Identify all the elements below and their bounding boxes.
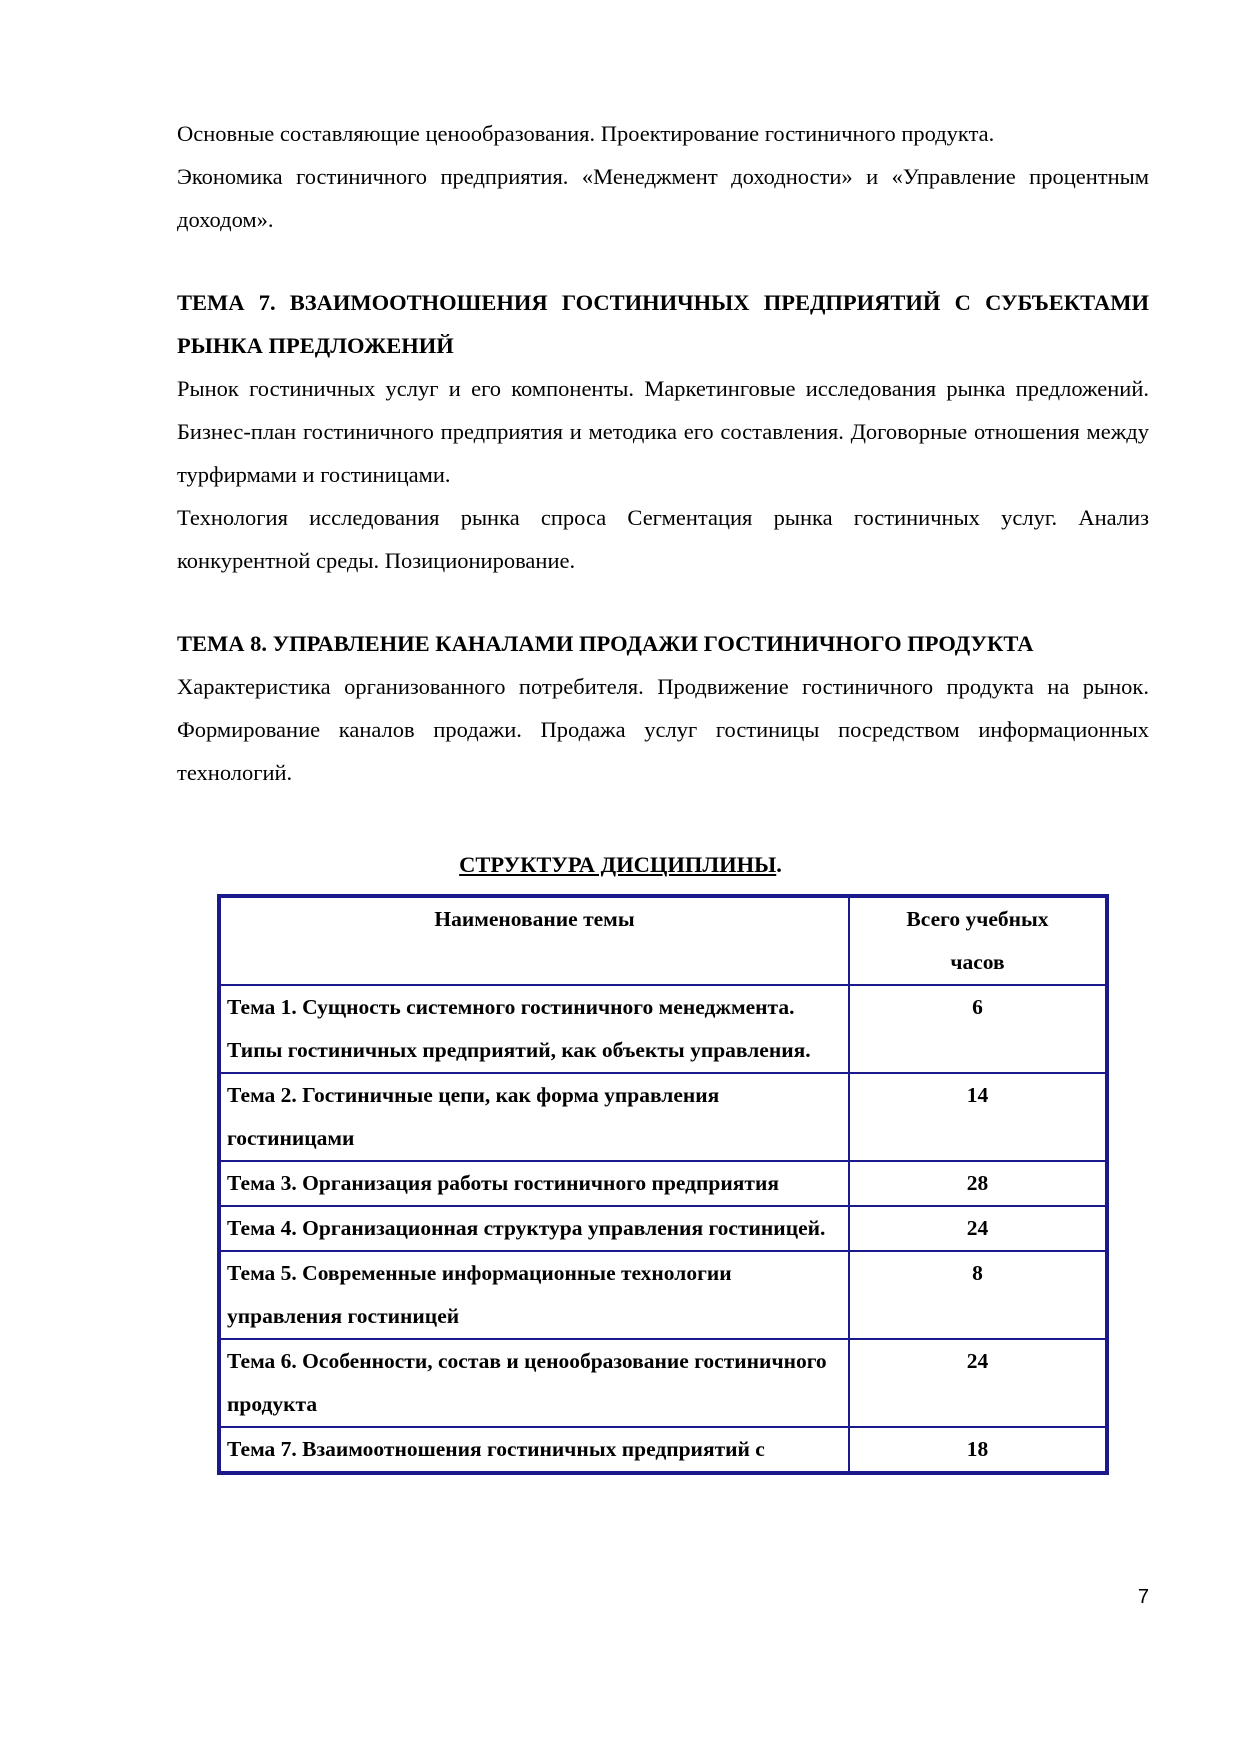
topic8-heading: ТЕМА 8. УПРАВЛЕНИЕ КАНАЛАМИ ПРОДАЖИ ГОСТИНИЧНОГО ПРОДУКТА: [177, 631, 1034, 656]
column-header-hours: Всего учебных часов: [849, 896, 1107, 985]
topic7-paragraph-1: Рынок гостиничных услуг и его компоненты. Маркетинговые исследования рынка предложений. Бизнес-план гостиничного предприятия и методика его составления. Договорные отношения между турфирмами и гостиницами.: [177, 376, 1149, 487]
topic-name-cell: Тема 5. Современные информационные технологии управления гостиницей: [219, 1251, 849, 1339]
table-row: [219, 1161, 1107, 1206]
hours-cell: 18: [849, 1427, 1107, 1473]
column-header-name: Наименование темы: [219, 896, 849, 985]
structure-title: [0, 843, 1241, 886]
topic-name-cell: Тема 1. Сущность системного гостиничного менеджмента. Типы гостиничных предприятий, как объекты управления.: [219, 985, 849, 1073]
table-row: [219, 1251, 1107, 1339]
topic-name-cell: Тема 7. Взаимоотношения гостиничных предприятий с: [219, 1427, 849, 1473]
table-row: [219, 1206, 1107, 1251]
topic7-paragraph-2: Технология исследования рынка спроса Сегментация рынка гостиничных услуг. Анализ конкурентной среды. Позиционирование.: [177, 505, 1149, 573]
table-header-row: [219, 896, 1107, 985]
page-content: [177, 112, 1149, 794]
table-row: [219, 1339, 1107, 1427]
structure-table: [217, 894, 1109, 1475]
paragraph-economics: Экономика гостиничного предприятия. «Менеджмент доходности» и «Управление процентным доходом».: [177, 164, 1149, 232]
structure-title-text: СТРУКТУРА ДИСЦИПЛИНЫ: [459, 852, 777, 877]
paragraph-pricing: Основные составляющие ценообразования. Проектирование гостиничного продукта.: [177, 121, 995, 146]
hours-cell: 28: [849, 1161, 1107, 1206]
topic-name-cell: Тема 2. Гостиничные цепи, как форма управления гостиницами: [219, 1073, 849, 1161]
table-row: [219, 1427, 1107, 1473]
hours-cell: 14: [849, 1073, 1107, 1161]
topic-name-cell: Тема 4. Организационная структура управления гостиницей.: [219, 1206, 849, 1251]
hours-cell: 24: [849, 1339, 1107, 1427]
hours-cell: 6: [849, 985, 1107, 1073]
topic8-paragraph: Характеристика организованного потребителя. Продвижение гостиничного продукта на рынок. Формирование каналов продажи. Продажа услуг гостиницы посредством информационных технологий.: [177, 674, 1149, 785]
table-row: [219, 1073, 1107, 1161]
topic-name-cell: Тема 6. Особенности, состав и ценообразование гостиничного продукта: [219, 1339, 849, 1427]
page-number: 7: [1137, 1586, 1149, 1608]
topic7-heading: ТЕМА 7. ВЗАИМООТНОШЕНИЯ ГОСТИНИЧНЫХ ПРЕДПРИЯТИЙ С СУБЪЕКТАМИ РЫНКА ПРЕДЛОЖЕНИЙ: [177, 290, 1149, 358]
hours-cell: 8: [849, 1251, 1107, 1339]
topic-name-cell: Тема 3. Организация работы гостиничного предприятия: [219, 1161, 849, 1206]
structure-title-suffix: .: [776, 852, 782, 877]
table-row: [219, 985, 1107, 1073]
hours-cell: 24: [849, 1206, 1107, 1251]
